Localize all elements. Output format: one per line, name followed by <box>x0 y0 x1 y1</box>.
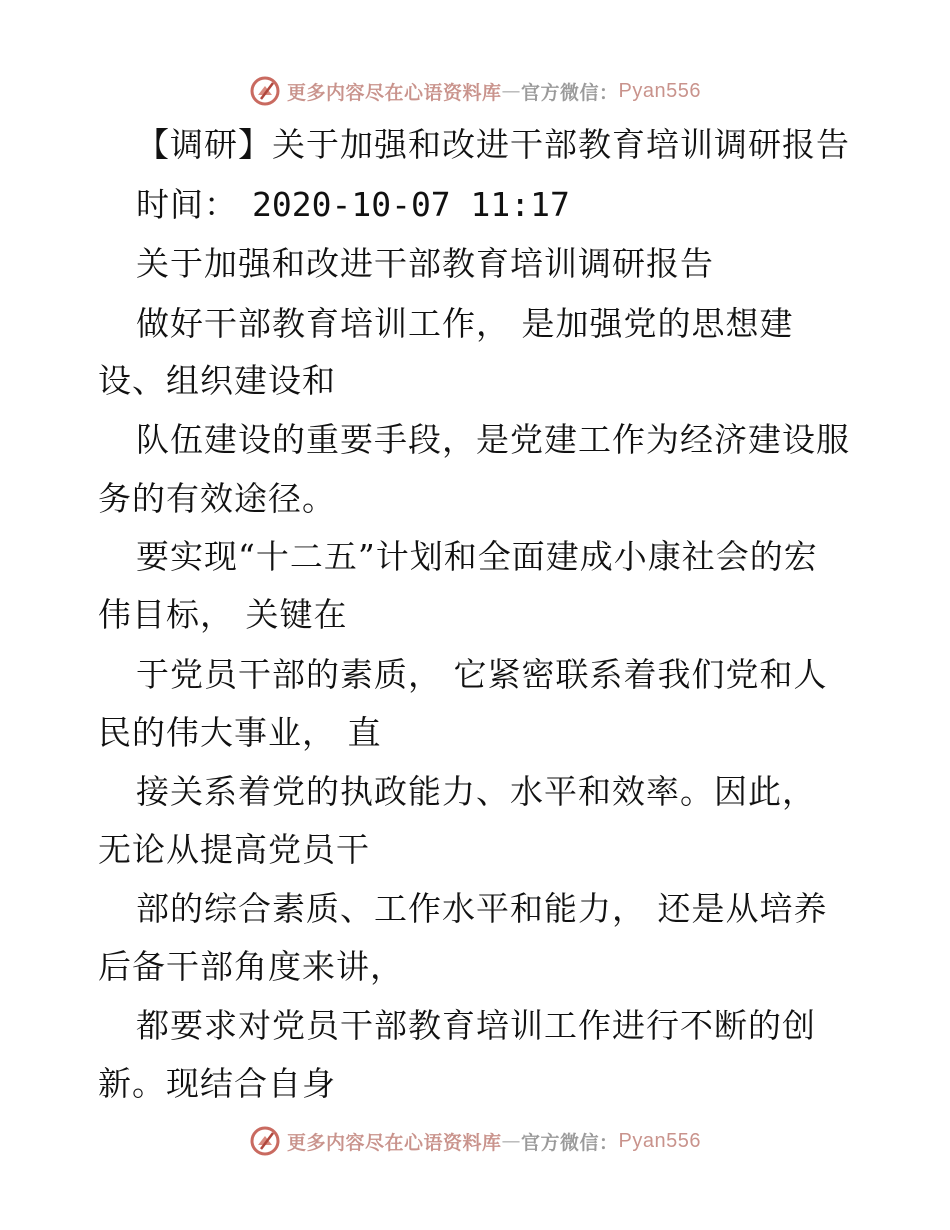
document-subtitle: 关于加强和改进干部教育培训调研报告 <box>136 244 714 283</box>
paragraph-line: 部的综合素质、工作水平和能力， 还是从培养 <box>136 889 828 928</box>
banner-official-text: 官方微信： <box>521 1131 619 1154</box>
banner-separator: — <box>501 1130 522 1152</box>
paragraph-line: 队伍建设的重要手段，是党建工作为经济建设服 <box>136 420 850 459</box>
logo-icon <box>249 1125 281 1157</box>
paragraph-line: 民的伟大事业， 直 <box>98 713 382 752</box>
header-banner <box>0 71 950 111</box>
paragraph-line: 新。现结合自身 <box>98 1064 336 1103</box>
paragraph-line: 要实现“十二五”计划和全面建成小康社会的宏 <box>136 537 818 576</box>
document-title: 【调研】关于加强和改进干部教育培训调研报告 <box>136 125 850 164</box>
banner-official-text: 官方微信： <box>521 81 619 104</box>
time-value: 2020-10-07 11:17 <box>252 185 570 224</box>
time-label: 时间： <box>136 185 238 224</box>
footer-banner <box>0 1121 950 1161</box>
banner-wechat-id: Pyan556 <box>618 1129 701 1152</box>
banner-brand-text: 更多内容尽在心语资料库 <box>287 81 502 104</box>
paragraph-line: 设、组织建设和 <box>98 361 336 400</box>
paragraph-line: 都要求对党员干部教育培训工作进行不断的创 <box>136 1006 816 1045</box>
paragraph-line: 伟目标， 关键在 <box>98 595 348 634</box>
paragraph-line: 做好干部教育培训工作， 是加强党的思想建 <box>136 304 794 343</box>
paragraph-line: 务的有效途径。 <box>98 479 336 518</box>
logo-icon <box>249 75 281 107</box>
banner-brand-text: 更多内容尽在心语资料库 <box>287 1131 502 1154</box>
banner-separator: — <box>501 80 522 102</box>
paragraph-line: 无论从提高党员干 <box>98 830 370 869</box>
paragraph-line: 接关系着党的执政能力、水平和效率。因此， <box>136 772 816 811</box>
paragraph-line: 后备干部角度来讲， <box>98 947 404 986</box>
banner-wechat-id: Pyan556 <box>618 79 701 102</box>
time-row <box>136 185 570 225</box>
paragraph-line: 于党员干部的素质， 它紧密联系着我们党和人 <box>136 655 828 694</box>
